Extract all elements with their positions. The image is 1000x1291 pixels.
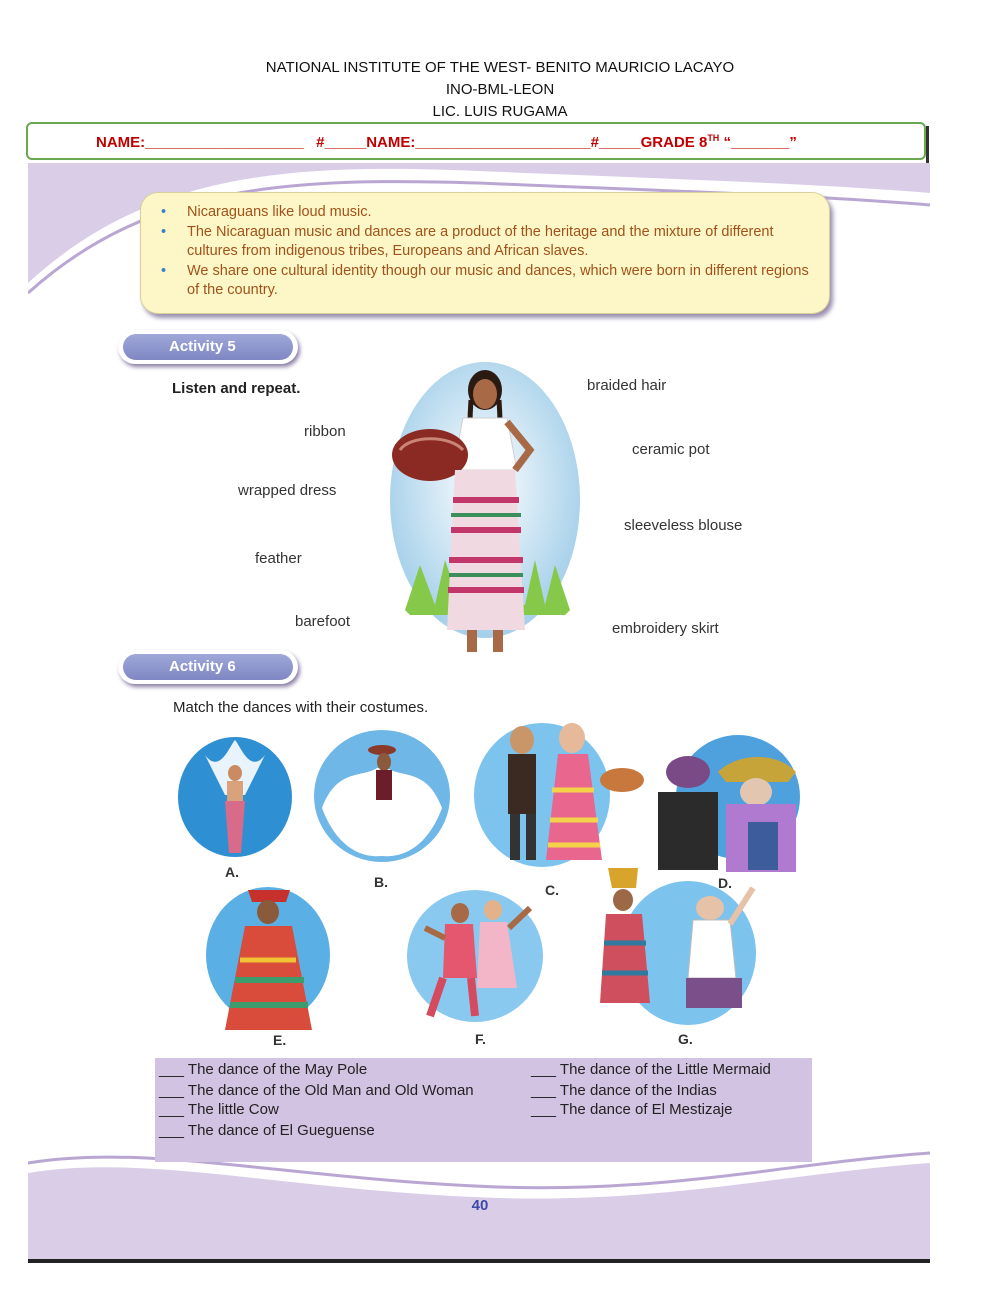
option-old-man-old-woman[interactable]: ___ The dance of the Old Man and Old Woman xyxy=(159,1082,474,1099)
option-little-mermaid[interactable]: ___ The dance of the Little Mermaid xyxy=(531,1061,771,1078)
costume-photo-g xyxy=(598,858,763,1030)
activity6-title: Activity 6 xyxy=(118,650,298,684)
name-fields[interactable]: NAME:___________________ #_____NAME:_____________________#_____GRADE 8TH “_______” xyxy=(96,133,797,151)
activity5-instruction: Listen and repeat. xyxy=(172,380,301,397)
option-indias[interactable]: ___ The dance of the Indias xyxy=(531,1082,717,1099)
costume-photo-b xyxy=(312,728,452,863)
school-code: INO-BML-LEON xyxy=(445,81,555,98)
option-el-mestizaje[interactable]: ___ The dance of El Mestizaje xyxy=(531,1101,733,1118)
option-little-cow[interactable]: ___ The little Cow xyxy=(159,1101,279,1118)
letter-g: G. xyxy=(678,1031,693,1047)
label-feather: feather xyxy=(255,550,302,567)
label-ceramic-pot: ceramic pot xyxy=(632,441,710,458)
info-bullet: • We share one cultural identity though our music and dances, which were born in different regions of the country. xyxy=(187,262,811,301)
info-box xyxy=(140,192,830,314)
letter-f: F. xyxy=(475,1031,486,1047)
option-may-pole[interactable]: ___ The dance of the May Pole xyxy=(159,1061,368,1078)
label-wrapped-dress: wrapped dress xyxy=(238,482,337,499)
letter-b: B. xyxy=(374,874,388,890)
costume-photo-d xyxy=(648,732,800,872)
student-name-box[interactable] xyxy=(26,122,926,160)
label-embroidery-skirt: embroidery skirt xyxy=(612,620,719,637)
page-bottom-border xyxy=(28,1259,930,1263)
activity5-title: Activity 5 xyxy=(118,330,298,364)
letter-e: E. xyxy=(273,1032,287,1048)
school-name: NATIONAL INSTITUTE OF THE WEST- BENITO MAURICIO LACAYO xyxy=(265,59,735,76)
teacher-name: LIC. LUIS RUGAMA xyxy=(432,103,568,120)
label-ribbon: ribbon xyxy=(304,423,346,440)
matching-options-box xyxy=(155,1058,812,1162)
label-braided-hair: braided hair xyxy=(587,377,667,394)
info-bullet: • The Nicaraguan music and dances are a product of the heritage and the mixture of different cultures from indigenous tribes, Europeans and African slaves. xyxy=(187,223,811,262)
costume-photo-f xyxy=(405,888,545,1023)
option-el-gueguense[interactable]: ___ The dance of El Gueguense xyxy=(159,1122,375,1139)
costume-photo-a xyxy=(175,735,295,860)
letter-d: D. xyxy=(718,875,732,891)
dancer-illustration xyxy=(385,360,590,660)
page-number: 40 xyxy=(471,1197,489,1214)
label-sleeveless-blouse: sleeveless blouse xyxy=(624,517,743,534)
letter-a: A. xyxy=(225,864,239,880)
costume-photo-c xyxy=(472,710,652,870)
activity6-instruction: Match the dances with their costumes. xyxy=(173,699,429,716)
costume-photo-e xyxy=(200,880,330,1030)
letter-c: C. xyxy=(545,882,559,898)
info-bullet: • Nicaraguans like loud music. xyxy=(187,203,811,223)
label-barefoot: barefoot xyxy=(295,613,351,630)
